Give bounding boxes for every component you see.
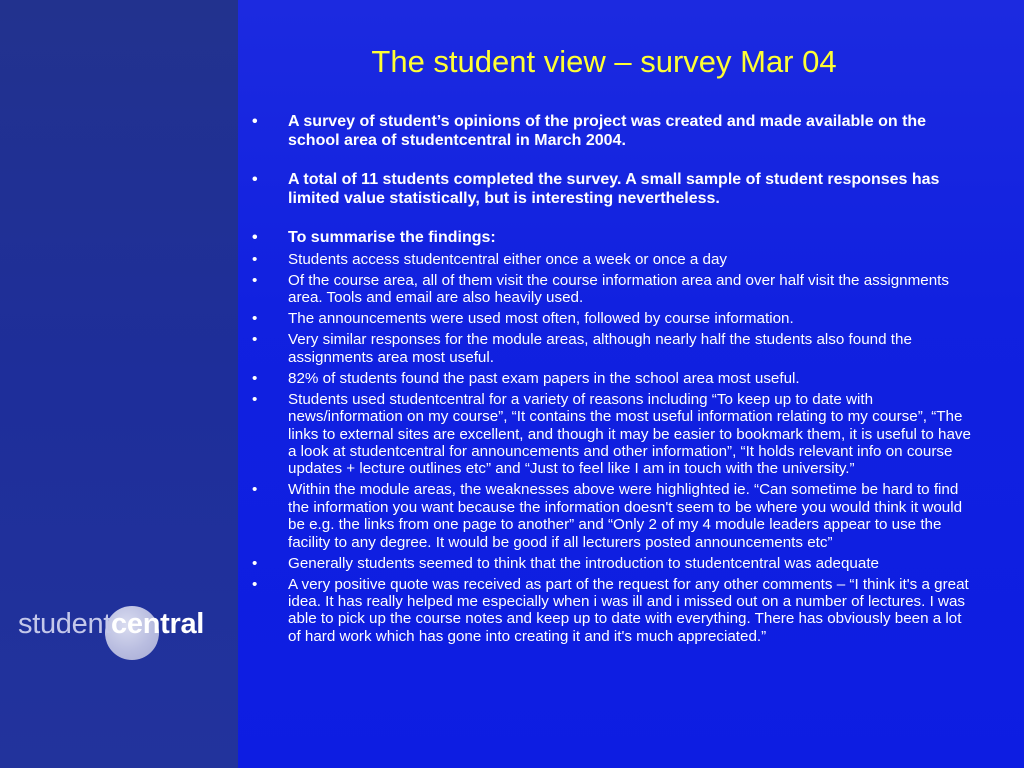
- slide-title: The student view – survey Mar 04: [371, 44, 837, 79]
- bullet-item-finding: • Generally students seemed to think that the introduction to studentcentral was adequate: [252, 555, 972, 572]
- bullet-item-sample-size: • A total of 11 students completed the survey. A small sample of student responses has limited value statistically, but is interesting nevertheless.: [252, 170, 972, 208]
- logo-text-light: student: [18, 608, 112, 640]
- bullet-item-finding: • Within the module areas, the weaknesses above were highlighted ie. “Can sometime be hard to find the information you want because the information doesn't seem to be where you would think it would be e.g. the links from one page to another” and “Only 2 of my 4 module leaders appear to use the facility to any degree. It would be good if all lecturers posted announcements etc”: [252, 481, 972, 551]
- bullet-item-finding: • 82% of students found the past exam papers in the school area most useful.: [252, 370, 972, 387]
- slide-content: [252, 112, 972, 649]
- bullet-item-survey-intro: • A survey of student’s opinions of the project was created and made available on the school area of studentcentral in March 2004.: [252, 112, 972, 150]
- bullet-item-finding: • A very positive quote was received as part of the request for any other comments – “I think it's a great idea. It has really helped me especially when i was ill and i missed out on a number of lectures. I was able to pick up the course notes and keep up to date with everything. There has obviously been a lot of hard work which has gone into creating it and it's much appreciated.”: [252, 576, 972, 646]
- left-sidebar-panel: [0, 0, 238, 768]
- studentcentral-logo: [18, 598, 233, 666]
- logo-text-bold: central: [111, 608, 205, 640]
- logo-wordmark: [18, 610, 204, 639]
- bullet-list: [252, 112, 972, 645]
- bullet-item-summary-heading: • To summarise the findings:: [252, 228, 972, 247]
- bullet-item-finding: • Very similar responses for the module areas, although nearly half the students also found the assignments area most useful.: [252, 331, 972, 366]
- bullet-item-finding: • The announcements were used most often, followed by course information.: [252, 310, 972, 327]
- bullet-item-finding: • Students used studentcentral for a variety of reasons including “To keep up to date with news/information on my course”, “It contains the most useful information relating to my course”, “The links to external sites are excellent, and though it may be easier to bookmark them, it is useful to have a look at studentcentral for announcements and other information”, “It holds relevant info on course updates + lecture outlines etc” and “Just to feel like I am in touch with the university.”: [252, 391, 972, 478]
- bullet-item-finding: • Of the course area, all of them visit the course information area and over half visit the assignments area. Tools and email are also heavily used.: [252, 272, 972, 307]
- bullet-item-finding: • Students access studentcentral either once a week or once a day: [252, 251, 972, 268]
